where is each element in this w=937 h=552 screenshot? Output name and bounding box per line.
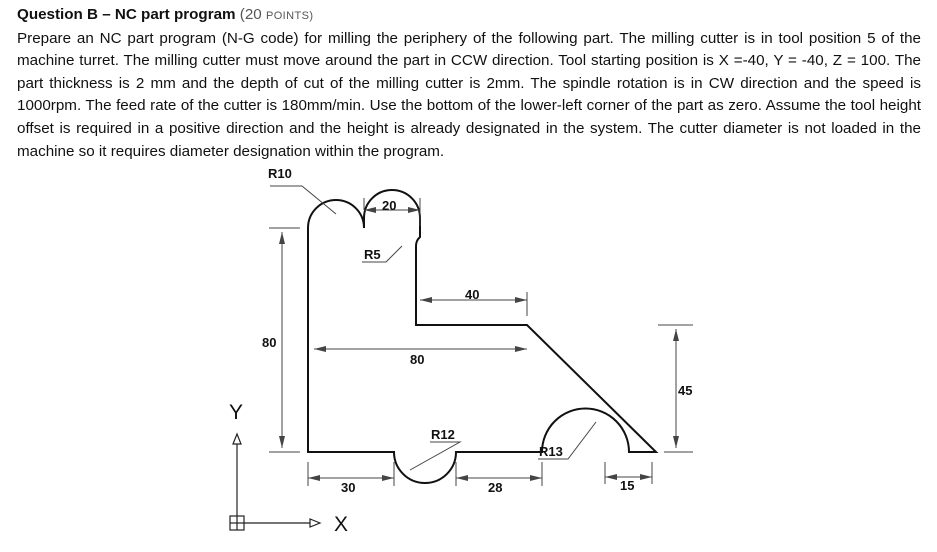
points-word: POINTS) xyxy=(265,10,314,22)
dim-80-horizontal: 80 xyxy=(410,352,425,367)
extension-lines xyxy=(269,198,693,486)
axis-symbol xyxy=(230,434,320,530)
dimension-lines xyxy=(282,210,676,478)
dim-r5: R5 xyxy=(364,247,381,262)
axis-y-label: Y xyxy=(229,401,244,424)
points-number: (20 xyxy=(239,6,262,23)
dim-28: 28 xyxy=(488,480,503,495)
dim-30: 30 xyxy=(341,480,356,495)
dim-r10: R10 xyxy=(268,166,292,181)
dim-45: 45 xyxy=(678,383,693,398)
dim-r13: R13 xyxy=(539,444,563,459)
part-outline xyxy=(308,190,656,483)
dim-40: 40 xyxy=(465,287,480,302)
dim-r12: R12 xyxy=(431,427,455,442)
question-title: Question B – NC part program xyxy=(17,6,236,23)
axis-x-label: X xyxy=(334,513,349,536)
dim-20: 20 xyxy=(382,198,397,213)
question-body: Prepare an NC part program (N-G code) for milling the periphery of the following part. The milling cutter is in tool position 5 of the machine turret. The milling cutter must move around the part in CCW direction. Tool starting position is X =-40, Y = -40, Z = 100. The part thickness is 2 mm and the depth of cut of the milling cutter is 2mm. The spindle rotation is in CW direction and the speed is 1000rpm. The feed rate of the cutter is 180mm/min. Use the bottom of the lower-left corner of the part as zero. Assume the tool height offset is required in a positive direction and the height is already designated in the system. The cutter diameter is not loaded in the machine so it requires diameter designation within the program. xyxy=(17,29,921,160)
dim-15: 15 xyxy=(620,478,635,493)
dim-80-vertical: 80 xyxy=(262,335,277,350)
